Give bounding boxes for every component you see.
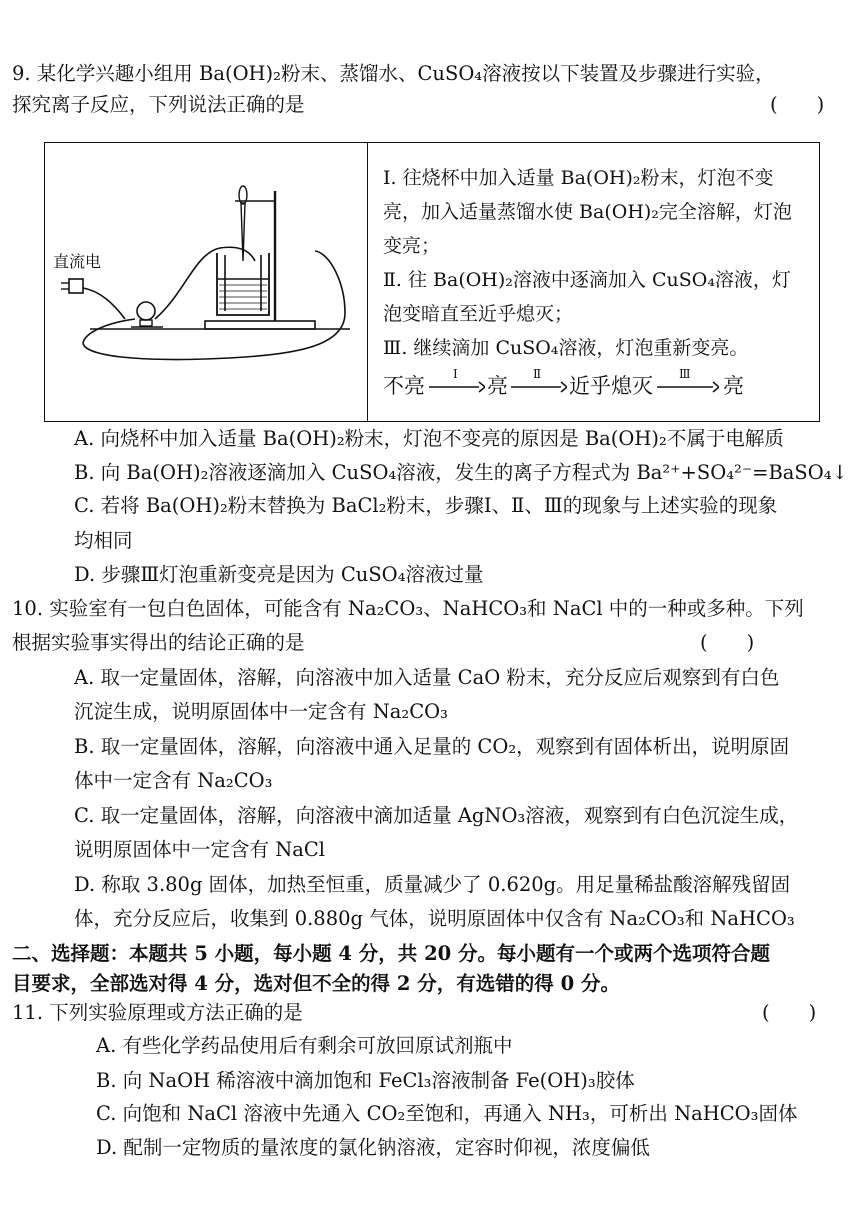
- flow-step-3: Ⅲ: [679, 367, 691, 381]
- stand-base: [205, 321, 315, 329]
- plug-wire: [83, 288, 125, 319]
- power-label: 直流电: [53, 252, 102, 271]
- q9-stem-line2: 探究离子反应，下列说法正确的是: [12, 93, 305, 116]
- q10-stem-line1: 10. 实验室有一包白色固体，可能含有 Na₂CO₃、NaHCO₃和 NaCl 中的一种或多种。下列: [12, 597, 804, 620]
- figure-divider: [367, 143, 368, 421]
- section2-heading-line1: 二、选择题：本题共 5 小题，每小题 4 分，共 20 分。每小题有一个或两个选项符合题: [12, 942, 771, 965]
- flow-state-3: 近乎熄灭: [569, 374, 653, 398]
- step1-line2: 亮，加入适量蒸馏水使 Ba(OH)₂完全溶解，灯泡: [383, 201, 792, 223]
- q9-option-d: D. 步骤Ⅲ灯泡重新变亮是因为 CuSO₄溶液过量: [74, 563, 484, 586]
- solution-hatching: [219, 285, 267, 309]
- q10-option-d-line2: 体，充分反应后，收集到 0.880g 气体，说明原固体中仅含有 Na₂CO₃和 NaHCO₃: [74, 907, 795, 930]
- q9-figure-table: [44, 142, 820, 422]
- q9-option-c-line2: 均相同: [74, 529, 133, 552]
- q10-option-c-line1: C. 取一定量固体，溶解，向溶液中滴加适量 AgNO₃溶液，观察到有白色沉淀生成，: [74, 804, 799, 827]
- flow-step-1: Ⅰ: [453, 367, 458, 381]
- dropper-icon: [241, 203, 245, 261]
- flow-arrow-3: [657, 381, 719, 393]
- q10-answer-paren: ( ): [700, 631, 755, 654]
- q9-option-b: B. 向 Ba(OH)₂溶液逐滴加入 CuSO₄溶液，发生的离子方程式为 Ba²⁺+SO₄²⁻=BaSO₄↓: [74, 461, 848, 484]
- bulb-state-flow: [383, 369, 803, 403]
- q11-option-d: D. 配制一定物质的量浓度的氯化钠溶液，定容时仰视，浓度偏低: [96, 1136, 650, 1159]
- wire-loop: [83, 251, 345, 359]
- step1-line1: Ⅰ. 往烧杯中加入适量 Ba(OH)₂粉末，灯泡不变: [383, 167, 774, 189]
- flow-step-2: Ⅱ: [533, 367, 542, 381]
- q11-option-b: B. 向 NaOH 稀溶液中滴加饱和 FeCl₃溶液制备 Fe(OH)₃胶体: [96, 1069, 635, 1092]
- circuit-apparatus-drawing: [45, 143, 367, 421]
- bulb-icon: [137, 302, 155, 320]
- step3-line: Ⅲ. 继续滴加 CuSO₄溶液，灯泡重新变亮。: [383, 337, 749, 359]
- q9-stem-line1: 9. 某化学兴趣小组用 Ba(OH)₂粉末、蒸馏水、CuSO₄溶液按以下装置及步骤进行实验，: [12, 62, 775, 85]
- q10-option-b-line2: 体中一定含有 Na₂CO₃: [74, 769, 273, 792]
- step2-line2: 泡变暗直至近乎熄灭；: [383, 303, 574, 325]
- q11-option-a: A. 有些化学药品使用后有剩余可放回原试剂瓶中: [96, 1034, 513, 1057]
- q9-option-a: A. 向烧杯中加入适量 Ba(OH)₂粉末，灯泡不变亮的原因是 Ba(OH)₂不属于电解质: [74, 427, 784, 450]
- step2-line1: Ⅱ. 往 Ba(OH)₂溶液中逐滴加入 CuSO₄溶液，灯: [383, 269, 791, 291]
- wire-top: [155, 247, 255, 319]
- q11-stem: 11. 下列实验原理或方法正确的是: [12, 1001, 303, 1024]
- flow-arrow-2: [511, 381, 567, 393]
- flow-arrow-1: [429, 381, 485, 393]
- plug-icon: [69, 279, 83, 293]
- flow-state-1: 不亮: [383, 374, 425, 398]
- q10-option-c-line2: 说明原固体中一定含有 NaCl: [74, 838, 326, 861]
- flow-state-4: 亮: [723, 374, 744, 398]
- step1-line3: 变亮；: [383, 235, 441, 257]
- q9-option-c-line1: C. 若将 Ba(OH)₂粉末替换为 BaCl₂粉末，步骤Ⅰ、Ⅱ、Ⅲ的现象与上述实验的现象: [74, 494, 778, 517]
- q10-stem-line2: 根据实验事实得出的结论正确的是: [12, 631, 305, 654]
- q9-answer-paren: ( ): [770, 93, 825, 116]
- section2-heading-line2: 目要求，全部选对得 4 分，选对但不全的得 2 分，有选错的得 0 分。: [12, 972, 620, 995]
- q10-option-a-line2: 沉淀生成，说明原固体中一定含有 Na₂CO₃: [74, 700, 448, 723]
- q10-option-b-line1: B. 取一定量固体，溶解，向溶液中通入足量的 CO₂，观察到有固体析出，说明原固: [74, 735, 790, 758]
- q11-answer-paren: ( ): [762, 1001, 817, 1024]
- q10-option-d-line1: D. 称取 3.80g 固体，加热至恒重，质量减少了 0.620g。用足量稀盐酸溶解残留固: [74, 873, 791, 896]
- flow-state-2: 亮: [487, 374, 508, 398]
- q11-option-c: C. 向饱和 NaCl 溶液中先通入 CO₂至饱和，再通入 NH₃，可析出 NaHCO₃固体: [96, 1102, 798, 1125]
- q10-option-a-line1: A. 取一定量固体，溶解，向溶液中加入适量 CaO 粉末，充分反应后观察到有白色: [74, 666, 780, 689]
